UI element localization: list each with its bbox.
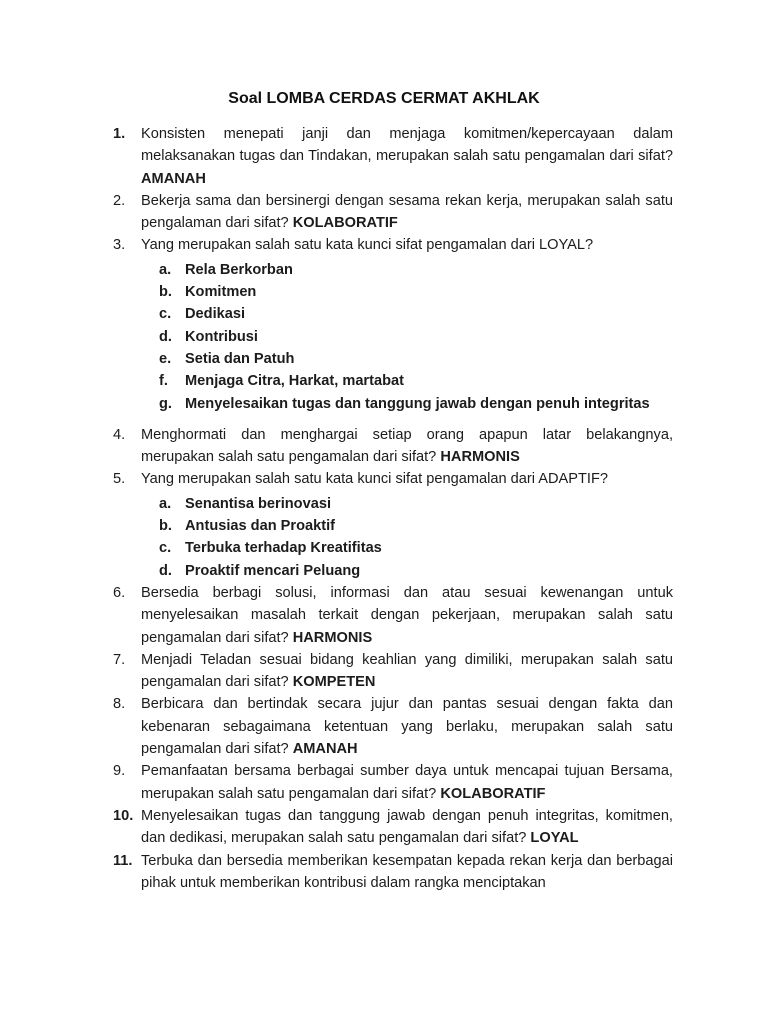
question-item xyxy=(113,234,673,414)
option-item xyxy=(159,560,673,582)
option-letter: a. xyxy=(159,261,172,278)
question-text: Menghormati dan menghargai setiap orang apapun latar belakangnya, merupakan salah satu pengamalan dari sifat? xyxy=(141,426,673,466)
question-item xyxy=(113,850,673,895)
question-answer: KOLABORATIF xyxy=(440,785,546,802)
question-text: Berbicara dan bertindak secara jujur dan pantas sesuai dengan fakta dan kebenaran sebagaimana ketentuan yang berlaku, merupakan salah satu pengamalan dari sifat? xyxy=(141,696,673,758)
question-number: 2. xyxy=(113,192,126,209)
question-number: 4. xyxy=(113,426,126,443)
option-letter: c. xyxy=(159,306,172,323)
question-text: Menyelesaikan tugas dan tanggung jawab dengan penuh integritas, komitmen, dan dedikasi, merupakan salah satu pengamalan dari sifat? xyxy=(141,807,673,847)
question-text: Pemanfaatan bersama berbagai sumber daya untuk mencapai tujuan Bersama, merupakan salah satu pengamalan dari sifat? xyxy=(141,763,673,802)
question-text: Yang merupakan salah satu kata kunci sifat pengamalan dari ADAPTIF? xyxy=(141,471,608,488)
question-text: Menjadi Teladan sesuai bidang keahlian yang dimiliki, merupakan salah satu pengamalan dari sifat? xyxy=(141,651,673,691)
option-text: Menyelesaikan tugas dan tanggung jawab dengan penuh integritas xyxy=(185,395,650,412)
question-number: 11. xyxy=(113,852,133,869)
option-text: Senantisa berinovasi xyxy=(185,495,331,512)
question-number: 10. xyxy=(113,807,134,824)
question-number: 5. xyxy=(113,471,126,488)
option-text: Rela Berkorban xyxy=(185,261,293,278)
option-text: Menjaga Citra, Harkat, martabat xyxy=(185,373,404,390)
question-answer: KOMPETEN xyxy=(292,674,376,691)
option-item xyxy=(159,515,673,537)
question-number: 6. xyxy=(113,584,126,601)
option-letter: a. xyxy=(159,495,172,512)
question-answer: AMANAH xyxy=(292,741,358,758)
option-letter: b. xyxy=(159,518,172,535)
spacer xyxy=(113,415,673,424)
question-number: 7. xyxy=(113,651,126,668)
question-item xyxy=(113,760,673,805)
question-item xyxy=(113,190,673,235)
option-text: Komitmen xyxy=(185,284,257,301)
question-number: 3. xyxy=(113,237,126,254)
option-text: Proaktif mencari Peluang xyxy=(185,562,361,579)
question-number: 8. xyxy=(113,696,126,713)
option-item xyxy=(159,326,673,348)
question-number: 9. xyxy=(113,763,126,780)
option-item xyxy=(159,537,673,559)
option-text: Setia dan Patuh xyxy=(185,350,295,367)
option-text: Terbuka terhadap Kreatifitas xyxy=(185,540,382,557)
option-item xyxy=(159,393,673,415)
option-item xyxy=(159,348,673,370)
option-item xyxy=(159,370,673,392)
question-text: Yang merupakan salah satu kata kunci sifat pengamalan dari LOYAL? xyxy=(141,237,594,254)
option-letter: d. xyxy=(159,328,172,345)
question-item xyxy=(113,123,673,190)
question-answer: LOYAL xyxy=(530,830,579,847)
option-text: Dedikasi xyxy=(185,306,246,323)
question-item xyxy=(113,805,673,850)
question-text: Bekerja sama dan bersinergi dengan sesama rekan kerja, merupakan salah satu pengalaman dari sifat? xyxy=(141,192,673,232)
question-text: Bersedia berbagi solusi, informasi dan atau sesuai kewenangan untuk menyelesaikan masalah terkait dengan pekerjaan, merupakan salah satu pengamalan dari sifat? xyxy=(141,584,673,646)
option-letter: d. xyxy=(159,562,172,579)
option-item xyxy=(159,259,673,281)
option-list xyxy=(141,259,673,415)
option-item xyxy=(159,493,673,515)
option-letter: b. xyxy=(159,284,172,301)
option-item xyxy=(159,303,673,325)
question-number: 1. xyxy=(113,126,126,142)
option-text: Antusias dan Proaktif xyxy=(185,518,336,535)
document-title: Soal LOMBA CERDAS CERMAT AKHLAK xyxy=(228,90,540,107)
question-answer: HARMONIS xyxy=(292,629,373,646)
option-letter: g. xyxy=(159,395,172,412)
option-letter: c. xyxy=(159,540,172,557)
question-item xyxy=(113,582,673,649)
question-list xyxy=(113,123,673,894)
option-list xyxy=(141,493,673,582)
option-item xyxy=(159,281,673,303)
question-item xyxy=(113,649,673,694)
question-answer: AMANAH xyxy=(141,170,206,187)
question-text: Konsisten menepati janji dan menjaga komitmen/kepercayaan dalam melaksanakan tugas dan Tindakan, merupakan salah satu pengamalan dari sifat? xyxy=(141,126,673,165)
option-text: Kontribusi xyxy=(185,328,258,345)
question-answer: KOLABORATIF xyxy=(292,215,398,232)
question-text: Terbuka dan bersedia memberikan kesempatan kepada rekan kerja dan berbagai pihak untuk memberikan kontribusi dalam rangka menciptakan xyxy=(141,852,673,891)
question-item xyxy=(113,424,673,469)
question-item xyxy=(113,693,673,760)
option-letter: e. xyxy=(159,350,172,367)
option-letter: f. xyxy=(159,373,168,390)
question-answer: HARMONIS xyxy=(440,449,520,466)
question-item xyxy=(113,468,673,581)
